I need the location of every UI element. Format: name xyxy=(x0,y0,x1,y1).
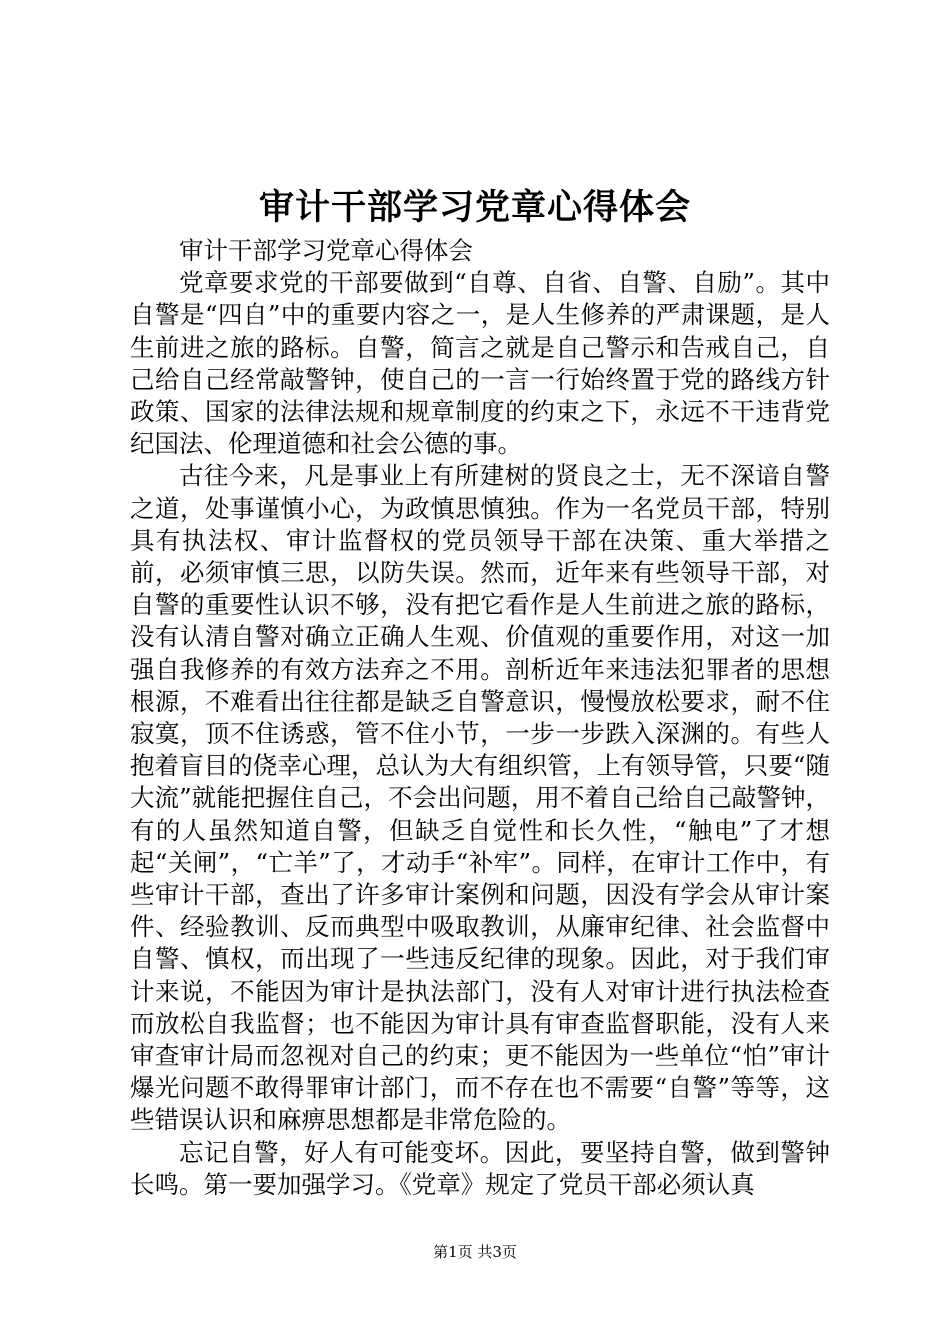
paragraph-subtitle: 审计干部学习党章心得体会 xyxy=(179,236,473,265)
document-body xyxy=(130,235,830,1201)
paragraph-1: 党章要求党的干部要做到“自尊、自省、自警、自励”。其中自警是“四自”中的重要内容之一，是人生修养的严肃课题，是人生前进之旅的路标。自警，简言之就是自己警示和告戒自己，自己给自己经常敲警钟，使自己的一言一行始终置于党的路线方针政策、国家的法律法规和规章制度的约束之下，永远不干违背党纪国法、伦理道德和社会公德的事。 xyxy=(130,268,830,459)
paragraph-2: 古往今来，凡是事业上有所建树的贤良之士，无不深谙自警之道，处事谨慎小心，为政慎思慎独。作为一名党员干部，特别具有执法权、审计监督权的党员领导干部在决策、重大举措之前，必须审慎三思，以防失误。然而，近年来有些领导干部，对自警的重要性认识不够，没有把它看作是人生前进之旅的路标，没有认清自警对确立正确人生观、价值观的重要作用，对这一加强自我修养的有效方法弃之不用。剖析近年来违法犯罪者的思想根源，不难看出往往都是缺乏自警意识，慢慢放松要求，耐不住寂寞，顶不住诱惑，管不住小节，一步一步跌入深渊的。有些人抱着盲目的侥幸心理，总认为大有组织管，上有领导管，只要“随大流”就能把握住自己，不会出问题，用不着自己给自己敲警钟，有的人虽然知道自警，但缺乏自觉性和长久性，“触电”了才想起“关闸”，“亡羊”了，才动手“补牢”。同样，在审计工作中，有些审计干部，查出了许多审计案例和问题，因没有学会从审计案件、经验教训、反而典型中吸取教训，从廉审纪律、社会监督中自警、慎权，而出现了一些违反纪律的现象。因此，对于我们审计来说，不能因为审计是执法部门，没有人对审计进行执法检查而放松自我监督；也不能因为审计具有审查监督职能，没有人来审查审计局而忽视对自己的约束；更不能因为一些单位“怕”审计爆光问题不敢得罪审计部门，而不存在也不需要“自警”等等，这些错误认识和麻痹思想都是非常危险的。 xyxy=(130,461,830,1135)
document-title: 审计干部学习党章心得体会 xyxy=(258,187,691,228)
page-footer: 第1页 共3页 xyxy=(433,1243,517,1261)
paragraph-3: 忘记自警，好人有可能变坏。因此，要坚持自警，做到警钟长鸣。第一要加强学习。《党章》规定了党员干部必须认真 xyxy=(130,1137,830,1199)
